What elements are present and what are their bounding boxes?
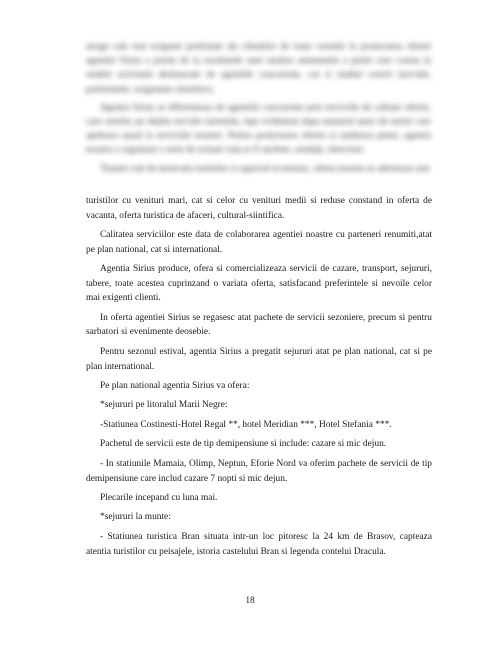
paragraph: Calitatea serviciilor este data de colaborarea agentiei noastre cu parteneri renumiti,atat pe plan national, cat si international. (86, 230, 432, 255)
paragraph: Pe plan national agentia Sirius va ofera: (100, 380, 250, 391)
blurred-text-block (86, 40, 431, 180)
body-text (86, 194, 432, 564)
paragraph: - In statiunile Mamaia, Olimp, Neptun, Eforie Nord va oferim pachete de servicii de tip demipensiune care includ cazare 7 nopti si mic dejun. (86, 458, 432, 484)
blurred-paragraph: atrage cele mai exigente preferinte ale clientilor de toate varstele in proiectarea ofertei agentiei Sirius a pornit de la rezultatele unei analize amanuntite a pietei care consta in studiul activitatii desfasurate de agentiile concurente, cat si studiul cererii (nevoile, preferintele, exigentele clientilor). (86, 42, 431, 95)
paragraph: - Statiunea turistica Bran situata intr-un loc pitoresc la 24 km de Brasov, capteaza atentia turistilor cu peisajele, istoria castelului Bran si legenda contelui Dracula. (86, 531, 432, 557)
blurred-paragraph: Tinand cont de motivatia turistilor si aspectul economic, oferta noastra se adreseaza atat (100, 163, 430, 174)
paragraph: Pachetul de servicii este de tip demipensiune si include: cazare si mic dejun. (100, 439, 387, 450)
blurred-paragraph: Agentia Sirius se diferentiaza de agentiile concurente prin serviciile de calitate oferite, care satisfac pe deplin nevoile turistului, fapt evidentiat dupa numarul mare de turisti care apeleaza anual la serviciile noastre. Pentru proiectarea ofertei si studierea pietei, agentia noastra a organizat o serie de actiuni cum ar fi anchete, sondaje, interviuri. (86, 102, 431, 156)
paragraph: turistilor cu venituri mari, cat si celor cu venituri medii si reduse constand in oferta de vacanta, oferta turistica de afaceri, cultural-siintifica. (86, 196, 432, 221)
paragraph: *sejururi pe litoralul Marii Negre: (100, 400, 228, 411)
paragraph: In oferta agentiei Sirius se regasesc atat pachete de servicii sezoniere, precum si pentru sarbatori si evenimente deosebie. (86, 312, 432, 338)
paragraph: Plecarile incepand cu luna mai. (100, 493, 218, 503)
paragraph: *sejururi la munte: (100, 512, 171, 523)
paragraph: Pentru sezonul estival, agentia Sirius a pregatit sejururi atat pe plan national, cat si pe plan international. (86, 346, 432, 372)
paragraph: Agentia Sirius produce, ofera si comercializeaza servicii de cazare, transport, sejururi, tabere, toate acestea cuprinzand o variata oferta, satisfacand preferintele si nevoile celor mai exigenti clienti. (86, 264, 432, 304)
paragraph: -Statiunea Costinesti-Hotel Regal **, hotel Meridian ***, Hotel Stefania ***. (100, 419, 392, 430)
page-number: 18 (245, 596, 255, 606)
